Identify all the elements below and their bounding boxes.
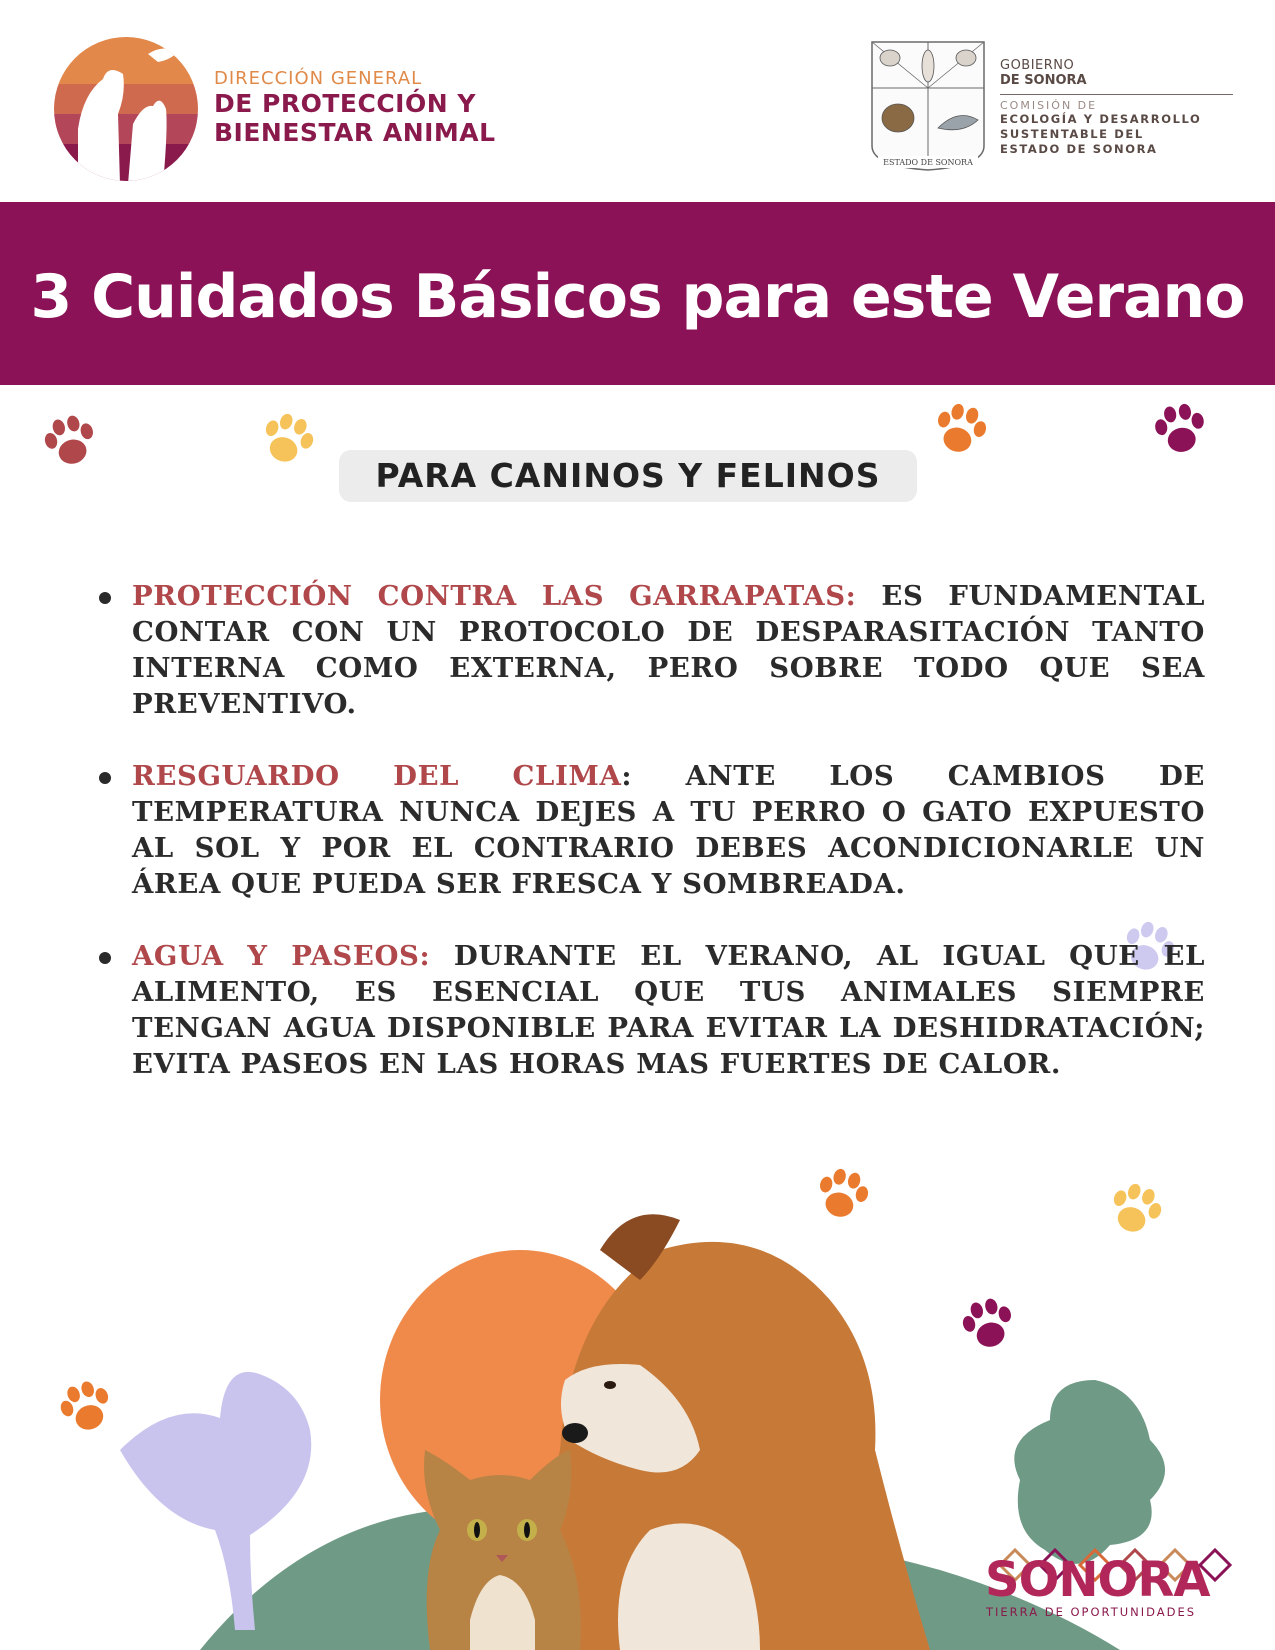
item-text: DURANTE EL VERANO, AL IGUAL QUE EL ALIMENTO, ES ESENCIAL QUE TUS ANIMALES SIEMPRE TENGAN AGUA DISPONIBLE PARA EVITAR LA DESHIDRATACIÓN; EVITA PASEOS EN LAS HORAS MAS FUERTES DE CALOR. (132, 940, 1206, 1080)
header-divider (1000, 94, 1233, 95)
paw-print-icon (33, 405, 106, 478)
care-list (93, 578, 1205, 1118)
commission-line-3: SUSTENTABLE DEL (1000, 127, 1144, 141)
list-item (93, 938, 1205, 1082)
bullet-dot (99, 952, 111, 964)
dog-cat-logo (48, 34, 203, 184)
item-label: PROTECCIÓN CONTRA LAS GARRAPATAS: (132, 580, 857, 612)
gov-line-1: GOBIERNO (1000, 58, 1075, 73)
commission-line-4: ESTADO DE SONORA (1000, 142, 1158, 156)
agency-line-3: BIENESTAR ANIMAL (214, 118, 496, 147)
item-text: ES FUNDAMENTAL CONTAR CON UN PROTOCOLO DE DESPARASITACIÓN TANTO INTERNA COMO EXTERNA, PERO SOBRE TODO QUE SEA PREVENTIVO. (132, 580, 1206, 720)
paw-print-icon (249, 402, 326, 479)
sonora-brand: SONORA (985, 1552, 1210, 1608)
bullet-dot (99, 772, 111, 784)
agency-line-1: DIRECCIÓN GENERAL (214, 68, 423, 89)
gov-line-2: DE SONORA (1000, 73, 1087, 88)
paw-print-icon (923, 393, 996, 466)
sonora-shield-emblem (868, 38, 988, 174)
paw-print-icon (1145, 395, 1215, 465)
item-text: : ANTE LOS CAMBIOS DE TEMPERATURA NUNCA DEJES A TU PERRO O GATO EXPUESTO AL SOL Y POR EL CONTRARIO DEBES ACONDICIONARLE UN ÁREA QUE PUEDA SER FRESCA Y SOMBREADA. (132, 760, 1205, 900)
shield-caption: ESTADO DE SONORA (883, 158, 973, 167)
item-label: AGUA Y PASEOS: (132, 940, 431, 972)
bullet-dot (99, 592, 111, 604)
commission-line-1: COMISIÓN DE (1000, 99, 1098, 112)
list-item (93, 578, 1205, 722)
item-label: RESGUARDO DEL CLIMA (132, 760, 622, 792)
subtitle: PARA CANINOS Y FELINOS (375, 456, 881, 495)
page-title: 3 Cuidados Básicos para este Verano (30, 262, 1245, 332)
agency-line-2: DE PROTECCIÓN Y (214, 89, 476, 118)
commission-line-2: ECOLOGÍA Y DESARROLLO (1000, 112, 1202, 126)
list-item (93, 758, 1205, 902)
sonora-tagline: TIERRA DE OPORTUNIDADES (986, 1605, 1197, 1619)
